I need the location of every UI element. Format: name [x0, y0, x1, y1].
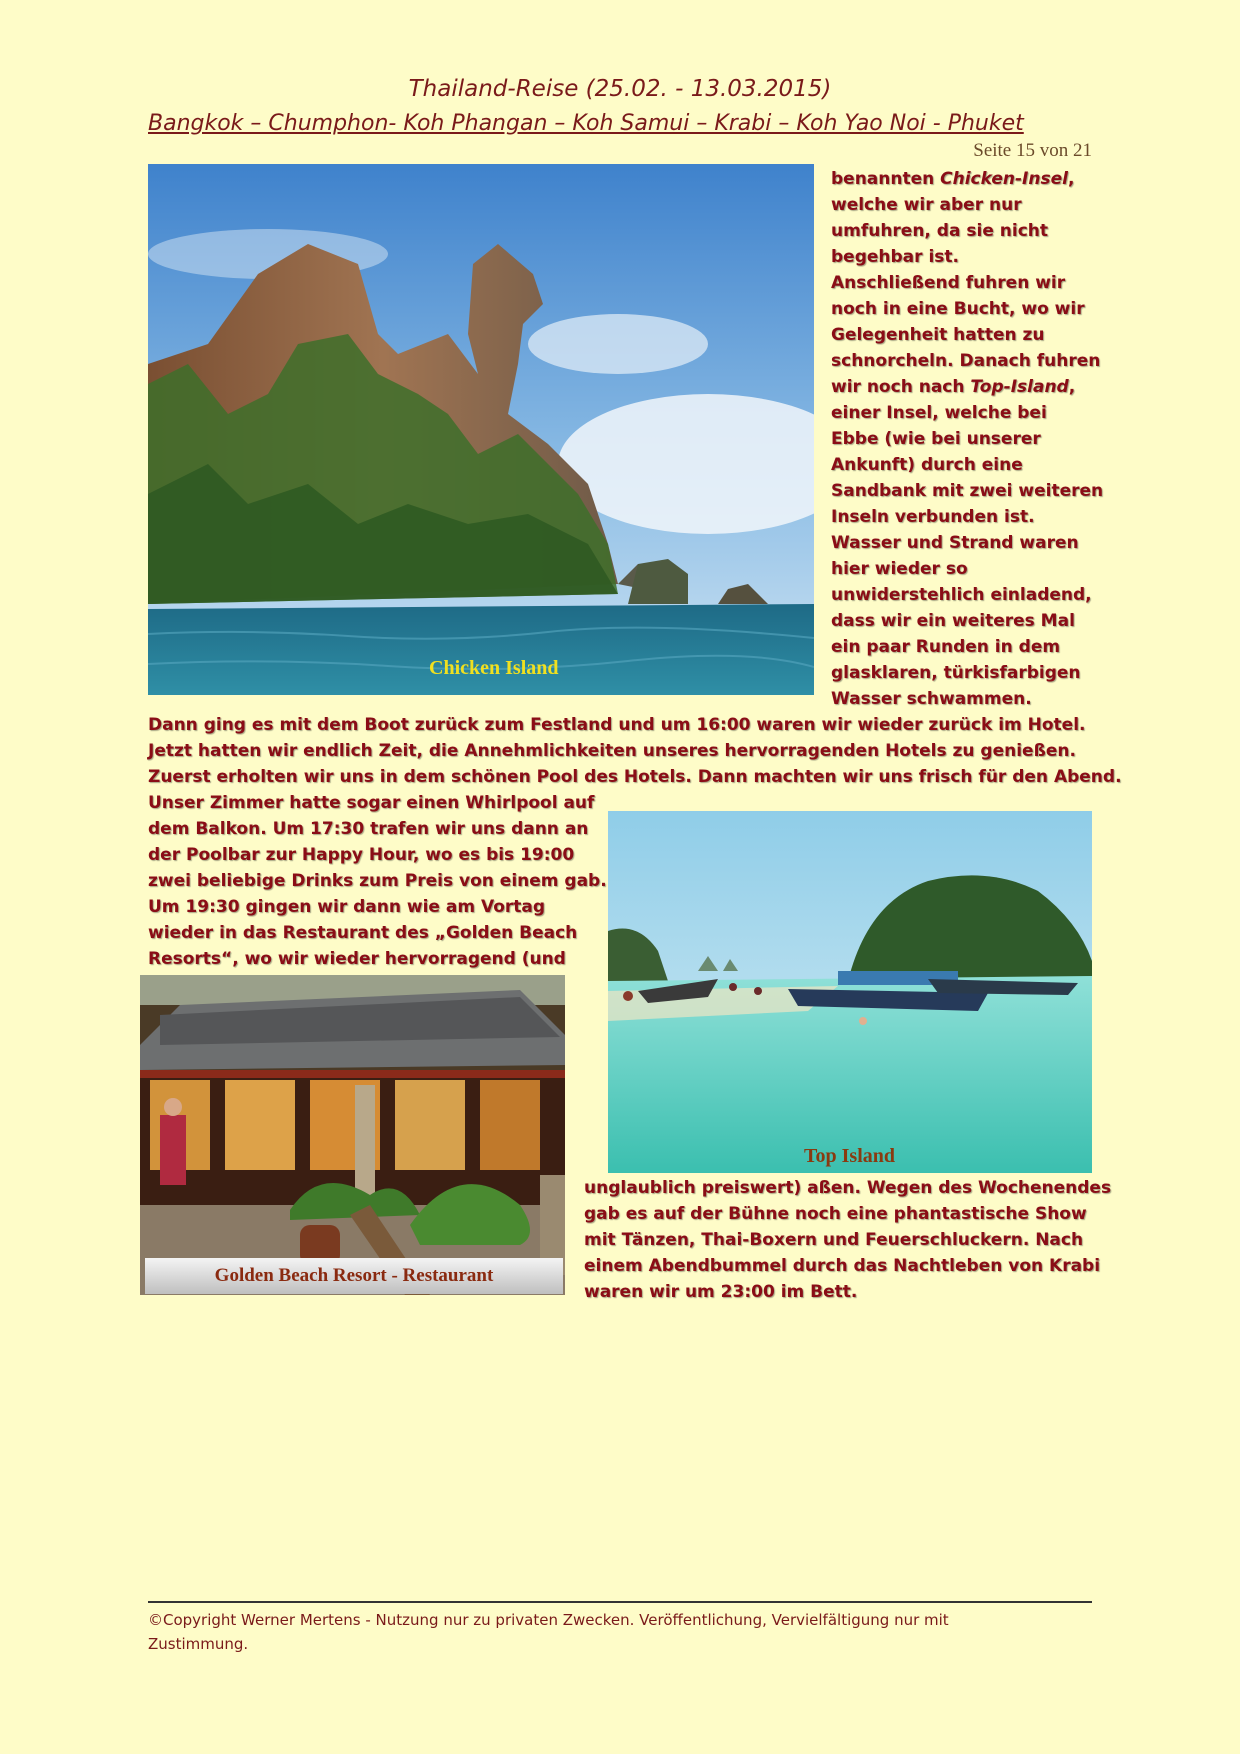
- text-line: Zuerst erholten wir uns in dem schönen Pool des Hotels. Dann machten wir uns frisch für den Abend.: [148, 767, 1122, 787]
- text-line: Ankunft) durch eine: [831, 455, 1023, 475]
- text-line: Anschließend fuhren wir: [831, 273, 1066, 293]
- top-island-photo: [608, 811, 1092, 1173]
- footer-line: Zustimmung.: [148, 1635, 249, 1653]
- text-column-bottom-right: [584, 1175, 1111, 1305]
- top-island-caption: Top Island: [804, 1145, 895, 1167]
- footer-divider: [148, 1601, 1092, 1603]
- text-line: hier wieder so: [831, 559, 968, 579]
- text-line: unwiderstehlich einladend,: [831, 585, 1092, 605]
- text-line: ein paar Runden in dem: [831, 637, 1061, 657]
- golden-beach-restaurant-photo: [140, 975, 565, 1295]
- text-column-left: [148, 790, 607, 972]
- text-line: einem Abendbummel durch das Nachtleben von Krabi: [584, 1256, 1101, 1276]
- text-line: waren wir um 23:00 im Bett.: [584, 1282, 858, 1302]
- route-subtitle: Bangkok – Chumphon- Koh Phangan – Koh Samui – Krabi – Koh Yao Noi - Phuket: [148, 111, 1024, 136]
- text-line: der Poolbar zur Happy Hour, wo es bis 19:00: [148, 845, 575, 865]
- golden-beach-caption: Golden Beach Resort - Restaurant: [214, 1265, 494, 1286]
- page-number: Seite 15 von 21: [973, 140, 1092, 161]
- text-line: schnorcheln. Danach fuhren: [831, 351, 1101, 371]
- text-line: unglaublich preiswert) aßen. Wegen des Wochenendes: [584, 1178, 1112, 1198]
- text-line: begehbar ist.: [831, 247, 959, 267]
- text-line: Wasser und Strand waren: [831, 533, 1079, 553]
- text-line: glasklaren, türkisfarbigen: [831, 663, 1081, 683]
- text-line: welche wir aber nur: [831, 195, 1022, 215]
- text-line: Resorts“, wo wir wieder hervorragend (und: [148, 949, 566, 969]
- text-line: umfuhren, da sie nicht: [831, 221, 1048, 241]
- text-line: wieder in das Restaurant des „Golden Beach: [148, 923, 578, 943]
- text-column-right: [831, 166, 1103, 712]
- golden-beach-caption-box: [145, 1258, 563, 1294]
- text-line: Gelegenheit hatten zu: [831, 325, 1045, 345]
- text-line: Um 19:30 gingen wir dann wie am Vortag: [148, 897, 546, 917]
- text-line: dass wir ein weiteres Mal: [831, 611, 1075, 631]
- text-line: Unser Zimmer hatte sogar einen Whirlpool auf: [148, 793, 595, 813]
- text-line: benannten Chicken-Insel,: [831, 169, 1075, 189]
- text-line: Ebbe (wie bei unserer: [831, 429, 1041, 449]
- text-line: Sandbank mit zwei weiteren: [831, 481, 1104, 501]
- text-line: wir noch nach Top-Island,: [831, 377, 1076, 397]
- text-line: dem Balkon. Um 17:30 trafen wir uns dann an: [148, 819, 589, 839]
- copyright-notice: [148, 1608, 1092, 1656]
- text-line: noch in eine Bucht, wo wir: [831, 299, 1085, 319]
- document-title: Thailand-Reise (25.02. - 13.03.2015): [408, 76, 832, 102]
- text-line: zwei beliebige Drinks zum Preis von einem gab.: [148, 871, 607, 891]
- chicken-island-photo: [148, 164, 814, 695]
- chicken-island-caption: Chicken Island: [429, 657, 559, 679]
- footer-line: ©Copyright Werner Mertens - Nutzung nur zu privaten Zwecken. Veröffentlichung, Vervielfältigung nur mit: [148, 1611, 949, 1629]
- text-line: Wasser schwammen.: [831, 689, 1032, 709]
- text-line: Jetzt hatten wir endlich Zeit, die Annehmlichkeiten unseres hervorragenden Hotels zu genießen.: [148, 741, 1076, 761]
- text-line: Dann ging es mit dem Boot zurück zum Festland und um 16:00 waren wir wieder zurück im Hotel.: [148, 715, 1086, 735]
- text-line: mit Tänzen, Thai-Boxern und Feuerschluckern. Nach: [584, 1230, 1084, 1250]
- full-width-paragraph: [148, 712, 1122, 790]
- text-line: gab es auf der Bühne noch eine phantastische Show: [584, 1204, 1087, 1224]
- text-line: Inseln verbunden ist.: [831, 507, 1035, 527]
- text-line: einer Insel, welche bei: [831, 403, 1047, 423]
